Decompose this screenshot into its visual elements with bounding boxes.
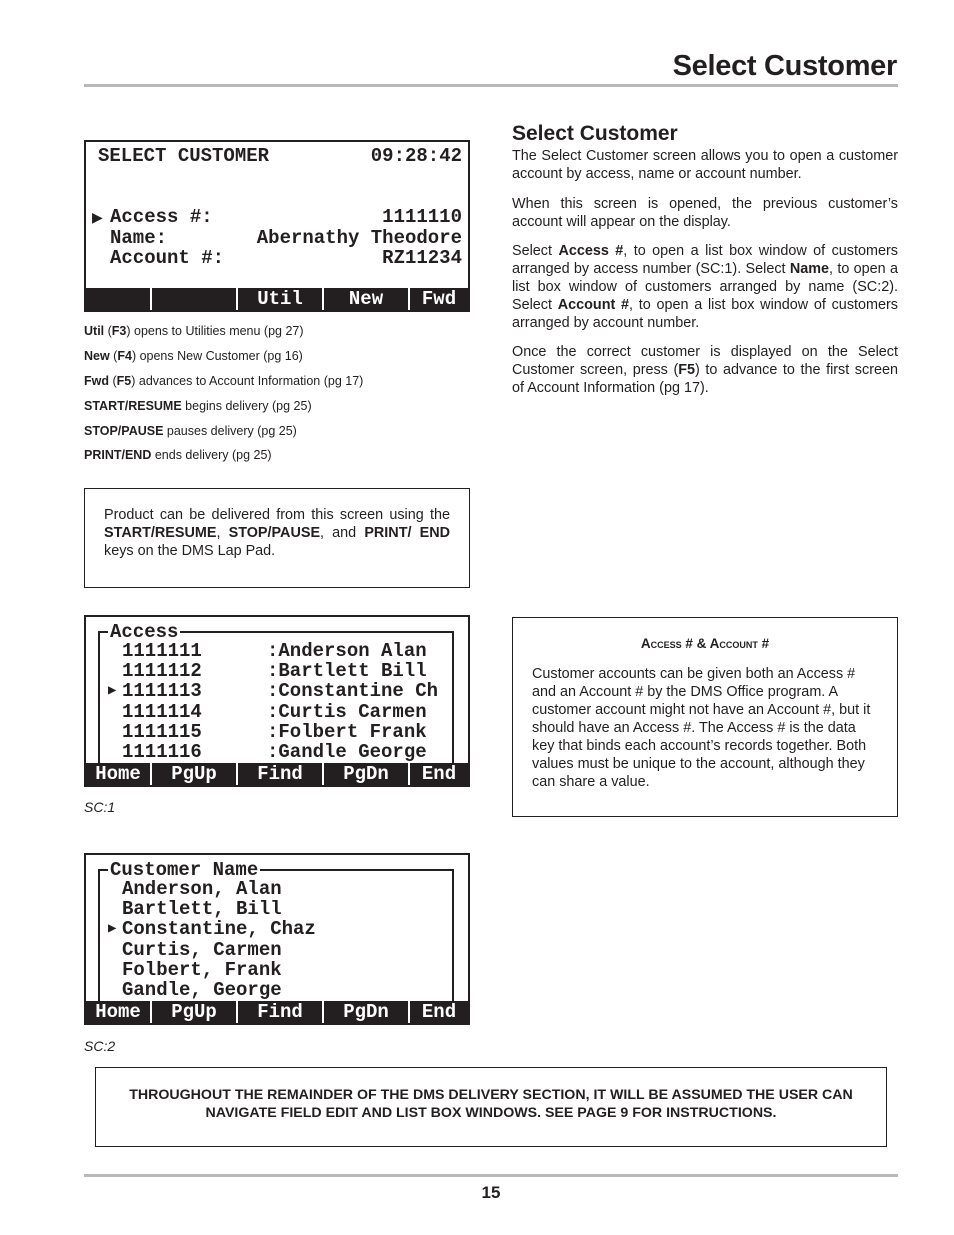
figure-caption: SC:2 <box>84 1038 116 1054</box>
function-key-bar <box>86 763 468 785</box>
notice-box <box>95 1067 887 1147</box>
field-value: RZ11234 <box>382 247 462 269</box>
access-list <box>108 641 438 762</box>
list-title: Access <box>110 621 179 643</box>
select-customer-screen <box>84 140 470 312</box>
paragraph: Once the correct customer is displayed on the Select Customer screen, press (F5) to advance to the first screen of Account Information (pg 17). <box>512 344 899 396</box>
list-item-selected[interactable]: ▶ Constantine, Chaz <box>108 918 316 941</box>
end-button[interactable]: End <box>408 763 468 785</box>
name-list <box>108 879 316 1000</box>
field-value: 1111110 <box>382 206 462 228</box>
box-body: Customer accounts can be given both an Access # and an Account # by the DMS Office program. A customer account might not have an Account #, but it should have an Access #. The Access # is the data key that binds each account’s records together. Both values must be unique to the account, although they can share a value. <box>532 666 871 790</box>
selection-arrow-icon: ▶ <box>108 921 117 938</box>
paragraph: When this screen is opened, the previous customer’s account will appear on the display. <box>512 196 898 230</box>
section-heading: Select Customer <box>512 122 678 145</box>
key-note: New (F4) opens New Customer (pg 16) <box>84 349 303 363</box>
page-number: 15 <box>481 1183 501 1202</box>
field-value: Abernathy Theodore <box>256 227 462 249</box>
list-item[interactable]: 1111116 :Gandle George <box>122 741 427 764</box>
list-item-selected[interactable]: ▶ 1111113 :Constantine Ch <box>108 680 439 703</box>
new-button[interactable]: New <box>322 288 408 310</box>
notice-text: THROUGHOUT THE REMAINDER OF THE DMS DELIVERY SECTION, IT WILL BE ASSUMED THE USER CAN NAVIGATE FIELD EDIT AND LIST BOX WINDOWS. SEE PAGE 9 FOR INSTRUCTIONS. <box>129 1087 853 1121</box>
function-key-bar <box>86 1001 468 1023</box>
list-item[interactable]: Curtis, Carmen <box>122 938 282 961</box>
product-note-text: Product can be delivered from this screen using the START/RESUME, STOP/PAUSE, and PRINT/ END keys on the DMS Lap Pad. <box>104 507 450 559</box>
list-item[interactable]: 1111114 :Curtis Carmen <box>122 700 427 723</box>
home-button[interactable]: Home <box>95 763 141 785</box>
list-item[interactable]: 1111115 :Folbert Frank <box>122 720 427 743</box>
find-button[interactable]: Find <box>236 763 322 785</box>
footer-rule <box>84 1174 898 1177</box>
key-note: Fwd (F5) advances to Account Information (pg 17) <box>84 374 364 388</box>
access-account-box <box>512 617 898 817</box>
list-item[interactable]: 1111112 :Bartlett Bill <box>122 660 427 683</box>
list-item[interactable]: 1111111 :Anderson Alan <box>122 640 427 662</box>
home-button[interactable]: Home <box>95 1001 141 1023</box>
key-note: Util (F3) opens to Utilities menu (pg 27) <box>84 324 304 338</box>
header-rule <box>84 84 898 87</box>
selection-arrow-icon: ▶ <box>108 683 117 700</box>
end-button[interactable]: End <box>408 1001 468 1023</box>
field-label: Account #: <box>110 247 225 269</box>
paragraph: The Select Customer screen allows you to open a customer account by access, name or account number. <box>512 148 898 182</box>
fwd-button[interactable]: Fwd <box>408 288 468 310</box>
list-item[interactable]: Anderson, Alan <box>122 878 282 900</box>
selection-arrow-icon: ▶ <box>92 209 103 225</box>
screen-time: 09:28:42 <box>370 145 462 167</box>
field-label: Access #: <box>110 206 213 228</box>
key-note: STOP/PAUSE pauses delivery (pg 25) <box>84 424 297 438</box>
util-button[interactable]: Util <box>236 288 322 310</box>
box-heading: Access # & Account # <box>640 636 770 651</box>
list-title: Customer Name <box>110 859 259 881</box>
pgup-button[interactable]: PgUp <box>150 763 236 785</box>
function-key-bar <box>86 288 468 310</box>
paragraph: Select Access #, to open a list box window of customers arranged by access number (SC:1). Select Name, to open a list box window of customers arranged by name (SC:2). Select Account #, to open a list box window of customers arranged by account number. <box>512 243 899 331</box>
key-note: START/RESUME begins delivery (pg 25) <box>84 399 312 413</box>
pgup-button[interactable]: PgUp <box>150 1001 236 1023</box>
figure-caption: SC:1 <box>84 799 116 815</box>
name-list-screen <box>84 853 470 1025</box>
find-button[interactable]: Find <box>236 1001 322 1023</box>
field-label: Name: <box>110 227 168 249</box>
fkey-f2[interactable] <box>150 288 236 310</box>
list-item[interactable]: Bartlett, Bill <box>122 898 282 921</box>
fkey-f1[interactable] <box>86 288 150 310</box>
screen-title: SELECT CUSTOMER <box>98 145 270 167</box>
pgdn-button[interactable]: PgDn <box>322 763 408 785</box>
list-item[interactable]: Gandle, George <box>122 979 282 1002</box>
list-item[interactable]: Folbert, Frank <box>122 958 282 981</box>
key-note: PRINT/END ends delivery (pg 25) <box>84 448 272 462</box>
access-list-screen <box>84 615 470 787</box>
product-note-box <box>84 488 470 588</box>
page-title: Select Customer <box>672 50 897 82</box>
pgdn-button[interactable]: PgDn <box>322 1001 408 1023</box>
